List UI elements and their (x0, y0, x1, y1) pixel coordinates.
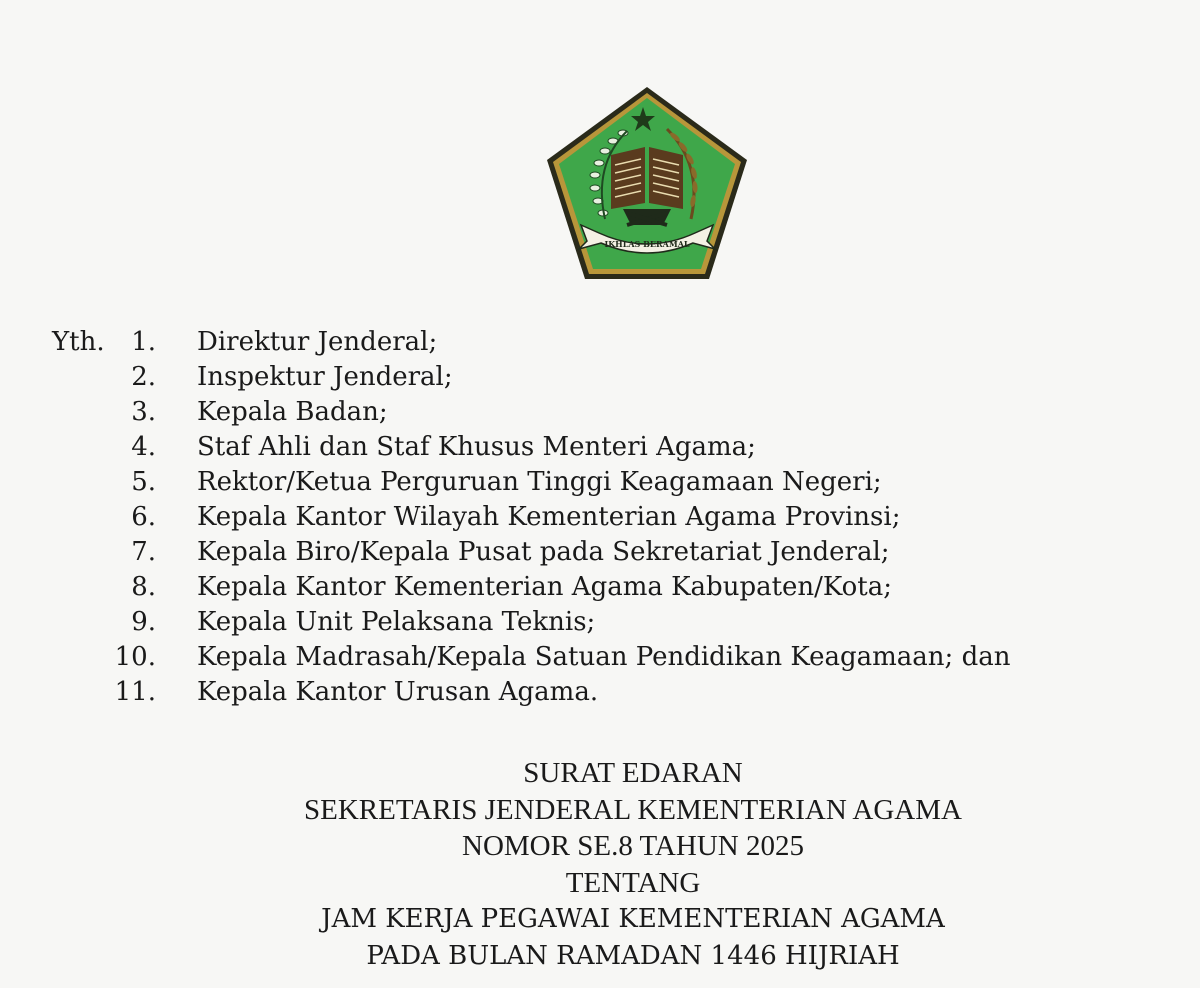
list-item (0, 360, 1200, 394)
list-item (0, 465, 1200, 499)
kementerian-agama-emblem (543, 85, 751, 281)
title-line-period: PADA BULAN RAMADAN 1446 HIJRIAH (366, 940, 900, 971)
item-text: Kepala Kantor Kementerian Agama Kabupaten/Kota; (197, 572, 893, 602)
list-item (0, 640, 1200, 674)
item-text: Direktur Jenderal; (197, 327, 438, 357)
item-text: Staf Ahli dan Staf Khusus Menteri Agama; (197, 432, 756, 462)
document-title (0, 755, 1200, 975)
item-number: 11. (114, 677, 156, 707)
item-number: 1. (131, 327, 156, 357)
item-text: Rektor/Ketua Perguruan Tinggi Keagamaan Negeri; (197, 467, 882, 497)
list-item (0, 325, 1200, 359)
title-line-subject: JAM KERJA PEGAWAI KEMENTERIAN AGAMA (321, 904, 945, 935)
title-line-issuer: SEKRETARIS JENDERAL KEMENTERIAN AGAMA (304, 793, 962, 826)
item-number: 3. (131, 397, 156, 427)
item-number: 2. (131, 362, 156, 392)
item-number: 4. (131, 432, 156, 462)
item-text: Kepala Madrasah/Kepala Satuan Pendidikan Keagamaan; dan (197, 642, 1011, 672)
item-number: 5. (131, 467, 156, 497)
list-item (0, 500, 1200, 534)
item-text: Kepala Kantor Urusan Agama. (197, 677, 599, 707)
item-text: Kepala Kantor Wilayah Kementerian Agama Provinsi; (197, 502, 901, 532)
list-item (0, 395, 1200, 429)
title-line-number: NOMOR SE.8 TAHUN 2025 (462, 830, 804, 863)
item-number: 7. (131, 537, 156, 567)
item-number: 8. (131, 572, 156, 602)
list-item (0, 430, 1200, 464)
item-number: 9. (131, 607, 156, 637)
recipient-prefix: Yth. (52, 327, 105, 357)
item-text: Kepala Unit Pelaksana Teknis; (197, 607, 596, 637)
item-text: Inspektur Jenderal; (197, 362, 453, 392)
list-item (0, 605, 1200, 639)
title-line-surat-edaran: SURAT EDARAN (523, 757, 743, 789)
item-number: 6. (131, 502, 156, 532)
item-number: 10. (114, 642, 156, 672)
emblem-motto: IKHLAS BERAMAL (604, 239, 690, 249)
item-text: Kepala Biro/Kepala Pusat pada Sekretariat Jenderal; (197, 537, 890, 567)
emblem-icon (543, 85, 751, 281)
item-text: Kepala Badan; (197, 397, 388, 427)
list-item (0, 570, 1200, 604)
list-item (0, 535, 1200, 569)
title-line-tentang: TENTANG (565, 866, 701, 899)
list-item (0, 675, 1200, 709)
